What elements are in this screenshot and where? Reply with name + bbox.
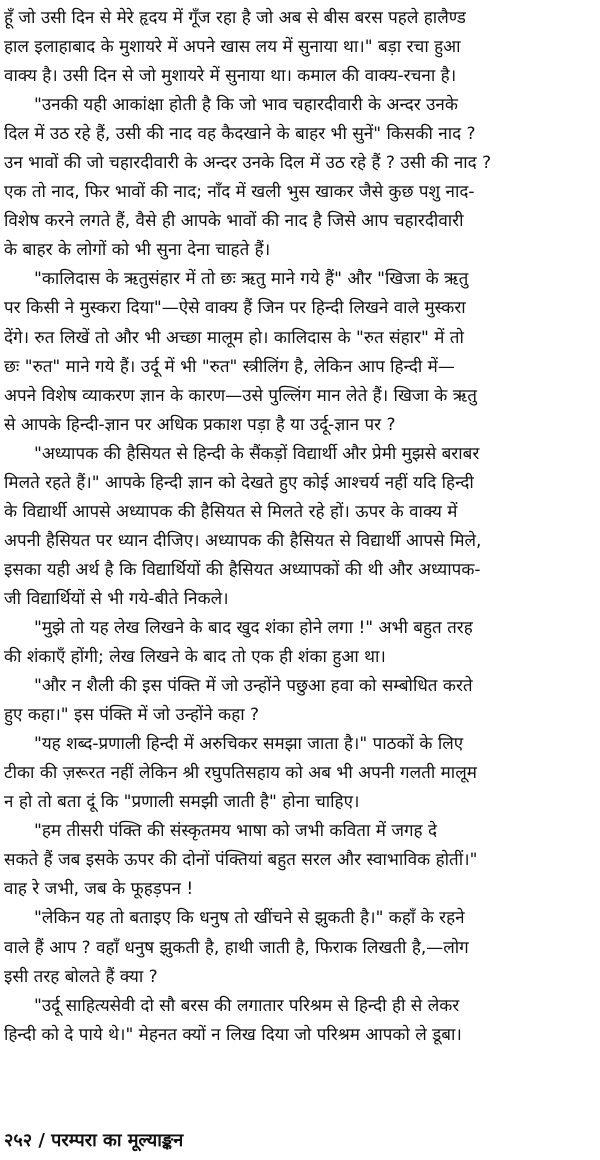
text-line: अपनी हैसियत पर ध्यान दीजिए। अध्यापक की हैसियत से विद्यार्थी आपसे मिले, bbox=[4, 530, 482, 551]
text-line: जी विद्यार्थियों से भी गये-बीते निकले। bbox=[4, 588, 229, 609]
text-line: दिल में उठ रहे हैं, उसी की नाद वह कैदखाने के बाहर भी सुनें" किसकी नाद ? bbox=[4, 124, 476, 145]
text-line: हाल इलाहाबाद के मुशायरे में अपने खास लय में सुनाया था।" बड़ा रचा हुआ bbox=[4, 37, 461, 58]
text-line: उन भावों की जो चहारदीवारी के अन्दर उनके दिल में उठ रहे हैं ? उसी की नाद ? bbox=[4, 153, 492, 174]
text-line: वाले हैं आप ? वहाँ धनुष झुकती है, हाथी जाती है, फिराक लिखती है,—लोग bbox=[4, 937, 469, 958]
text-line: न हो तो बता दूं कि "प्रणाली समझी जाती है" होना चाहिए। bbox=[4, 792, 360, 813]
text-line: के विद्यार्थी आपसे अध्यापक की हैसियत से मिलते रहे हों। ऊपर के वाक्य में bbox=[4, 501, 458, 522]
text-line: "यह शब्द-प्रणाली हिन्दी में अरुचिकर समझा जाता है।" पाठकों के लिए bbox=[34, 734, 464, 755]
text-line: वाह रे जभी, जब के फूहड़पन ! bbox=[4, 879, 194, 900]
text-line: टीका की ज़रूरत नहीं लेकिन श्री रघुपतिसहाय को अब भी अपनी गलती मालूम bbox=[4, 763, 477, 784]
text-line: वाक्य है। उसी दिन से जो मुशायरे में सुनाया था। कमाल की वाक्य-रचना है। bbox=[4, 66, 457, 87]
text-line: मिलते रहते हैं।" आपके हिन्दी ज्ञान को देखते हुए कोई आश्चर्य नहीं यदि हिन्दी bbox=[4, 472, 474, 493]
text-line: पर किसी ने मुस्करा दिया"—ऐसे वाक्य हैं जिन पर हिन्दी लिखने वाले मुस्करा bbox=[4, 298, 466, 319]
text-line: "मुझे तो यह लेख लिखने के बाद खुद शंका होने लगा !" अभी बहुत तरह bbox=[34, 617, 473, 638]
text-line: विशेष करने लगते हैं, वैसे ही आपके भावों की नाद है जिसे आप चहारदीवारी bbox=[4, 211, 464, 232]
text-line: के बाहर के लोगों को भी सुना देना चाहते हैं। bbox=[4, 240, 271, 261]
text-line: से आपके हिन्दी-ज्ञान पर अधिक प्रकाश पड़ा है या उर्दू-ज्ञान पर ? bbox=[4, 414, 396, 435]
text-line: एक तो नाद, फिर भावों की नाद; नाँद में खली भुस खाकर जैसे कुछ पशु नाद- bbox=[4, 182, 475, 203]
text-line: इसका यही अर्थ है कि विद्यार्थियों की हैसियत अध्यापकों की थी और अध्यापक- bbox=[4, 559, 481, 580]
text-line: हूँ जो उसी दिन से मेरे हृदय में गूँज रहा है जो अब से बीस बरस पहले हालैण्ड bbox=[4, 8, 466, 28]
text-line: "और न शैली की इस पंक्ति में जो उन्होंने पछुआ हवा को सम्बोधित करते bbox=[34, 676, 473, 697]
text-line: छः "रुत" माने गये हैं। उर्दू में भी "रुत" स्त्रीलिंग है, लेकिन आप हिन्दी में— bbox=[4, 356, 455, 377]
text-line: "अध्यापक की हैसियत से हिन्दी के सैंकड़ों विद्यार्थी और प्रेमी मुझसे बराबर bbox=[34, 443, 480, 464]
text-line: "उर्दू साहित्यसेवी दो सौ बरस की लगातार परिश्रम से हिन्दी ही से लेकर bbox=[34, 995, 460, 1016]
body-text bbox=[4, 4, 594, 1050]
text-line: इसी तरह बोलते हैं क्या ? bbox=[4, 966, 158, 987]
text-line: सकते हैं जब इसके ऊपर की दोनों पंक्तियां बहुत सरल और स्वाभाविक होतीं।" bbox=[4, 850, 478, 871]
page-footer: २५२ / परम्परा का मूल्याङ्कन bbox=[4, 1130, 184, 1151]
text-line: हिन्दी को दे पाये थे।" मेहनत क्यों न लिख दिया जो परिश्रम आपको ले डूबा। bbox=[4, 1024, 462, 1045]
text-line: "लेकिन यह तो बताइए कि धनुष तो खींचने से झुकती है।" कहाँ के रहने bbox=[34, 908, 465, 929]
book-page bbox=[4, 4, 594, 1156]
text-line: "उनकी यही आकांक्षा होती है कि जो भाव चहारदीवारी के अन्दर उनके bbox=[34, 95, 458, 116]
text-line: हुए कहा।" इस पंक्ति में जो उन्होंने कहा ? bbox=[4, 705, 260, 726]
text-line: की शंकाएँ होंगी; लेख लिखने के बाद तो एक ही शंका हुआ था। bbox=[4, 647, 386, 668]
text-line: अपने विशेष व्याकरण ज्ञान के कारण—उसे पुल्लिंग मान लेते हैं। खिजा के ऋतु bbox=[4, 385, 477, 406]
text-line: देंगे। रुत लिखें तो और भी अच्छा मालूम हो। कालिदास के "रुत संहार" में तो bbox=[4, 327, 464, 348]
text-line: "कालिदास के ऋतुसंहार में तो छः ऋतु माने गये हैं" और "खिजा के ऋतु bbox=[34, 269, 469, 290]
text-line: "हम तीसरी पंक्ति की संस्कृतमय भाषा को जभी कविता में जगह दे bbox=[34, 821, 438, 842]
